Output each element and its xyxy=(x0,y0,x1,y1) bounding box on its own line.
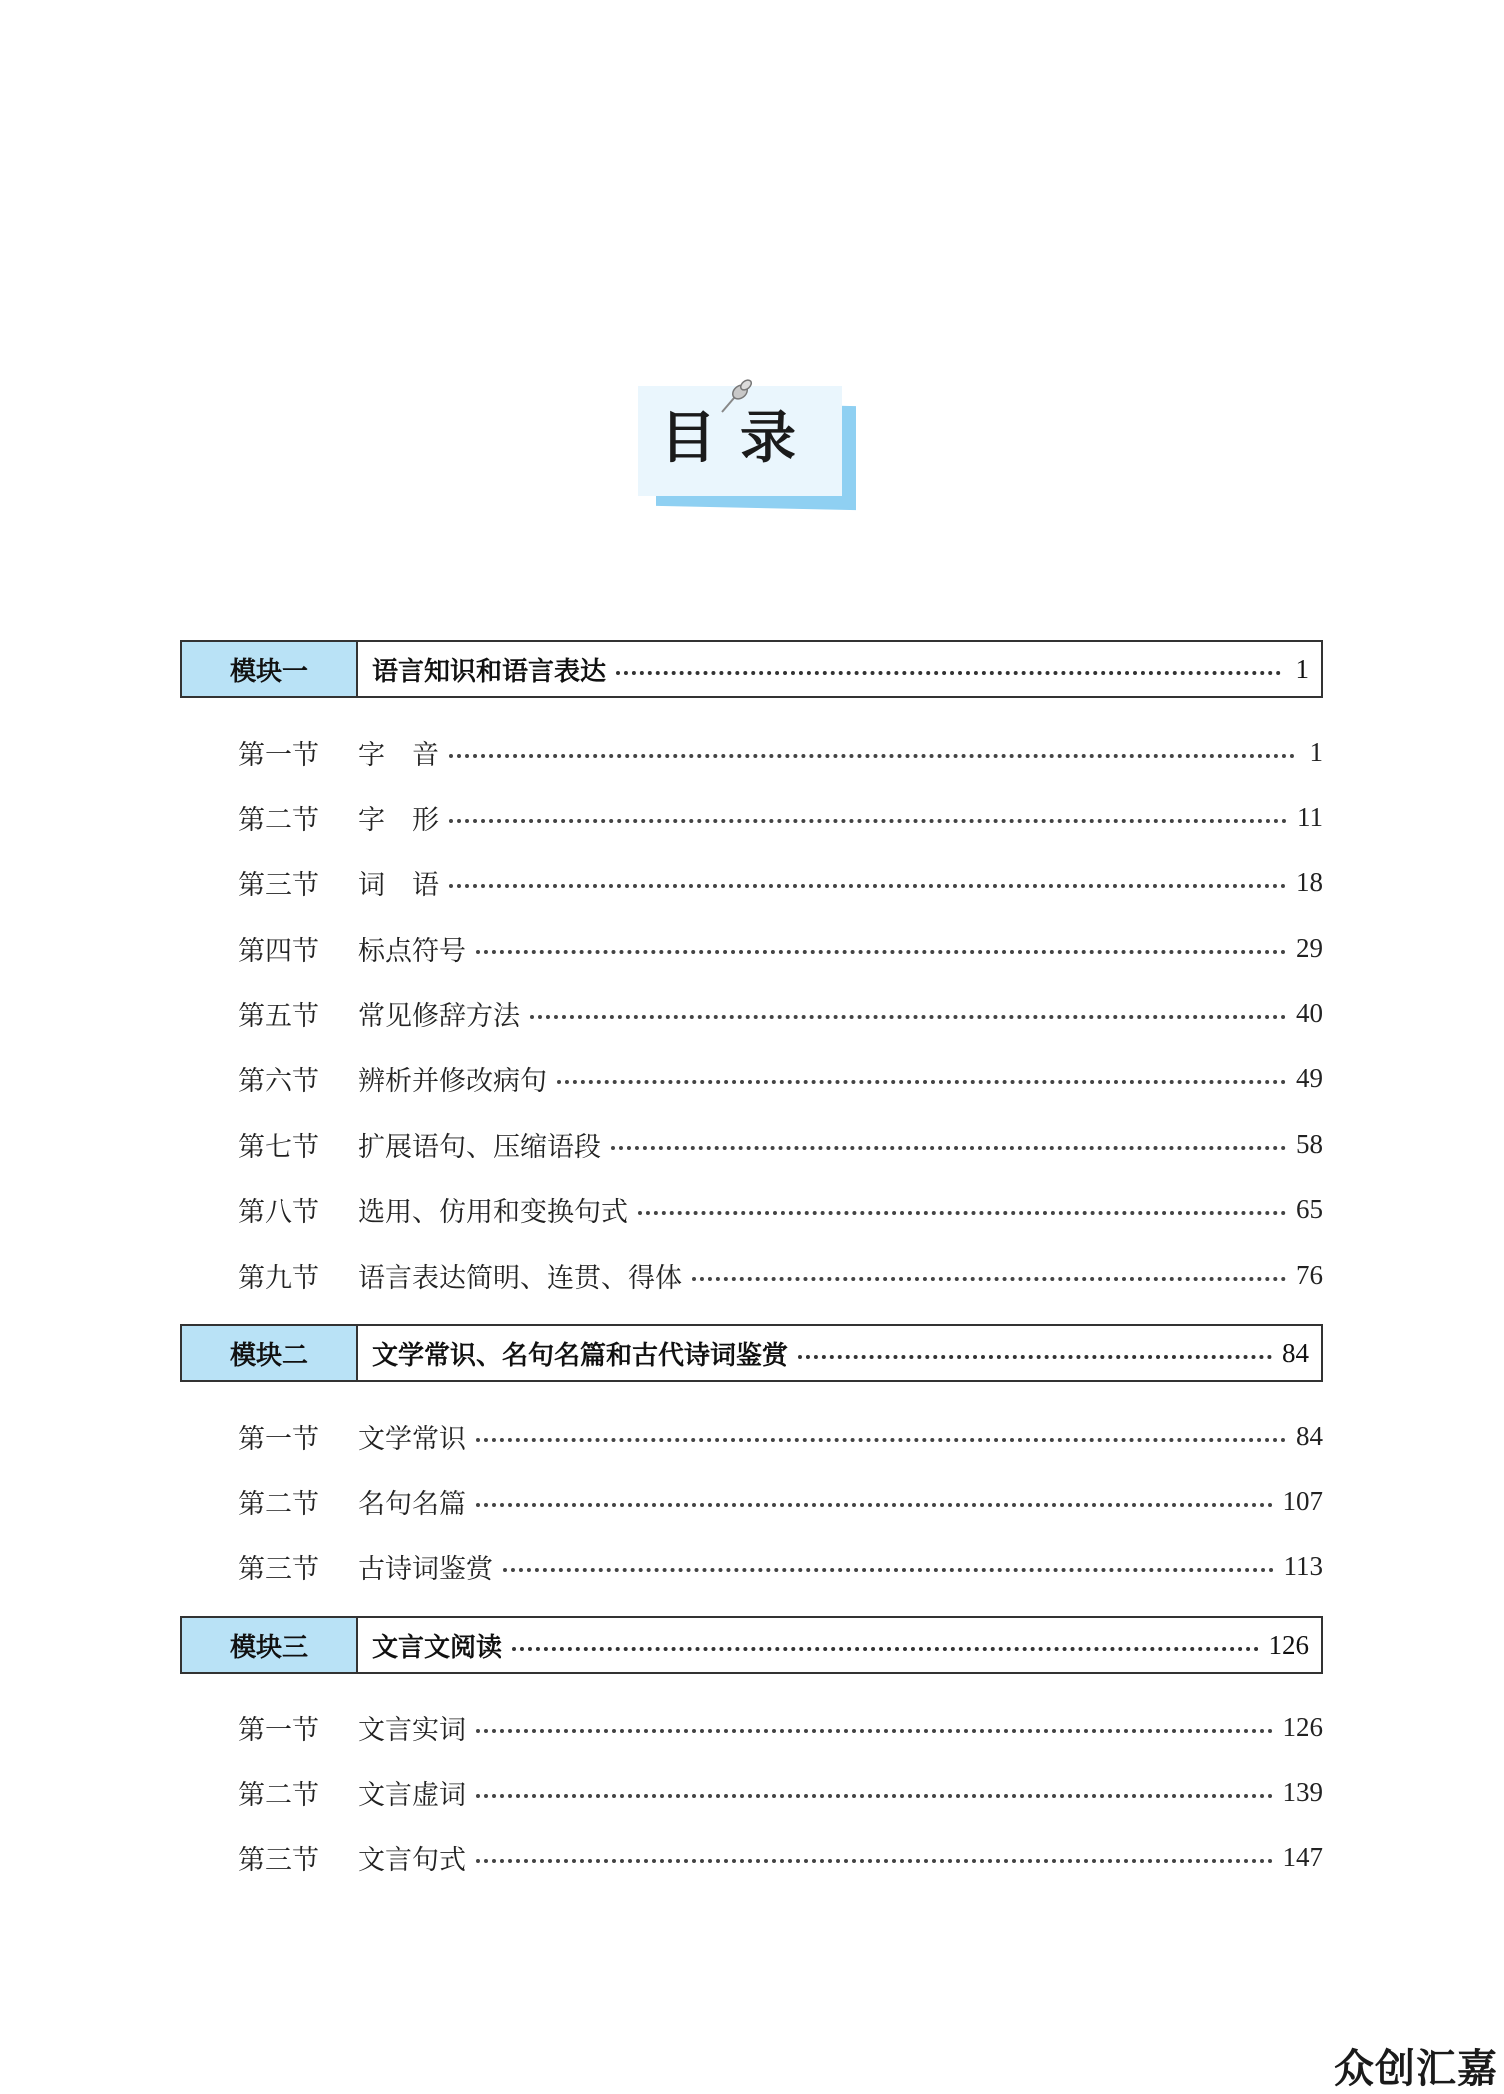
section-title: 常见修辞方法 xyxy=(358,1000,520,1032)
section-title: 词 语 xyxy=(358,869,439,901)
module-3-header[interactable] xyxy=(180,1616,1323,1674)
leader-dots xyxy=(449,884,1286,888)
section-title: 古诗词鉴赏 xyxy=(358,1553,493,1585)
section-number: 第九节 xyxy=(238,1262,319,1294)
section-title: 扩展语句、压缩语段 xyxy=(358,1131,601,1163)
leader-dots xyxy=(557,1080,1286,1084)
leader-dots xyxy=(476,1729,1273,1733)
section-number: 第一节 xyxy=(238,1423,319,1455)
section-page: 49 xyxy=(1296,1062,1323,1093)
leader-dots xyxy=(530,1015,1286,1019)
section-page: 147 xyxy=(1282,1841,1323,1872)
section-page: 40 xyxy=(1296,997,1323,1028)
section-page: 58 xyxy=(1296,1128,1323,1159)
section-number: 第三节 xyxy=(238,869,319,901)
toc-entry[interactable] xyxy=(238,1189,1323,1229)
page-title: 目录 xyxy=(660,406,820,471)
section-page: 107 xyxy=(1282,1485,1323,1516)
leader-dots xyxy=(476,1438,1286,1442)
leader-dots xyxy=(449,754,1295,758)
toc-entry[interactable] xyxy=(238,928,1323,968)
toc-entry[interactable] xyxy=(238,1255,1323,1295)
module-title: 文言文阅读 xyxy=(372,1632,503,1663)
section-page: 18 xyxy=(1296,866,1323,897)
section-title: 字 音 xyxy=(358,739,439,771)
module-label: 模块一 xyxy=(182,642,358,696)
toc-entry[interactable] xyxy=(238,1416,1323,1456)
section-page: 126 xyxy=(1282,1711,1323,1742)
section-page: 11 xyxy=(1297,801,1323,832)
section-number: 第八节 xyxy=(238,1196,319,1228)
section-number: 第七节 xyxy=(238,1131,319,1163)
leader-dots xyxy=(512,1647,1258,1651)
leader-dots xyxy=(476,950,1286,954)
section-title: 名句名篇 xyxy=(358,1488,466,1520)
toc-entry[interactable] xyxy=(238,797,1323,837)
module-page: 1 xyxy=(1295,653,1309,684)
section-page: 76 xyxy=(1296,1259,1323,1290)
toc-entry[interactable] xyxy=(238,862,1323,902)
section-number: 第四节 xyxy=(238,935,319,967)
section-number: 第二节 xyxy=(238,1779,319,1811)
section-page: 113 xyxy=(1283,1550,1323,1581)
section-number: 第六节 xyxy=(238,1065,319,1097)
leader-dots xyxy=(449,819,1287,823)
toc-entry[interactable] xyxy=(238,1707,1323,1747)
section-number: 第五节 xyxy=(238,1000,319,1032)
module-title: 文学常识、名句名篇和古代诗词鉴赏 xyxy=(372,1340,789,1371)
leader-dots xyxy=(798,1355,1272,1359)
module-2-header[interactable] xyxy=(180,1324,1323,1382)
module-label: 模块三 xyxy=(182,1618,358,1672)
section-number: 第三节 xyxy=(238,1844,319,1876)
section-number: 第二节 xyxy=(238,804,319,836)
leader-dots xyxy=(476,1794,1273,1798)
module-1-header[interactable] xyxy=(180,640,1323,698)
watermark-logo: 众创汇嘉 xyxy=(1334,2046,1498,2092)
toc-entry[interactable] xyxy=(238,732,1323,772)
module-page: 126 xyxy=(1268,1629,1309,1660)
toc-entry[interactable] xyxy=(238,993,1323,1033)
leader-dots xyxy=(503,1568,1274,1572)
toc-entry[interactable] xyxy=(238,1772,1323,1812)
section-number: 第二节 xyxy=(238,1488,319,1520)
section-page: 139 xyxy=(1282,1776,1323,1807)
section-number: 第三节 xyxy=(238,1553,319,1585)
section-title: 文言虚词 xyxy=(358,1779,466,1811)
section-title: 文言句式 xyxy=(358,1844,466,1876)
section-title: 标点符号 xyxy=(358,935,466,967)
section-title: 文学常识 xyxy=(358,1423,466,1455)
section-title: 文言实词 xyxy=(358,1714,466,1746)
module-page: 84 xyxy=(1282,1337,1309,1368)
section-title: 字 形 xyxy=(358,804,439,836)
leader-dots xyxy=(638,1211,1286,1215)
section-page: 1 xyxy=(1309,736,1323,767)
toc-entry[interactable] xyxy=(238,1837,1323,1877)
leader-dots xyxy=(616,671,1281,675)
leader-dots xyxy=(611,1146,1286,1150)
toc-entry[interactable] xyxy=(238,1124,1323,1164)
leader-dots xyxy=(692,1277,1286,1281)
section-page: 29 xyxy=(1296,932,1323,963)
section-page: 84 xyxy=(1296,1420,1323,1451)
section-title: 语言表达简明、连贯、得体 xyxy=(358,1262,682,1294)
section-title: 选用、仿用和变换句式 xyxy=(358,1196,628,1228)
section-page: 65 xyxy=(1296,1193,1323,1224)
leader-dots xyxy=(476,1859,1273,1863)
module-title: 语言知识和语言表达 xyxy=(372,656,607,687)
section-number: 第一节 xyxy=(238,739,319,771)
leader-dots xyxy=(476,1503,1273,1507)
section-title: 辨析并修改病句 xyxy=(358,1065,547,1097)
toc-entry[interactable] xyxy=(238,1481,1323,1521)
toc-entry[interactable] xyxy=(238,1546,1323,1586)
module-label: 模块二 xyxy=(182,1326,358,1380)
section-number: 第一节 xyxy=(238,1714,319,1746)
toc-title-card xyxy=(632,380,872,515)
toc-entry[interactable] xyxy=(238,1058,1323,1098)
